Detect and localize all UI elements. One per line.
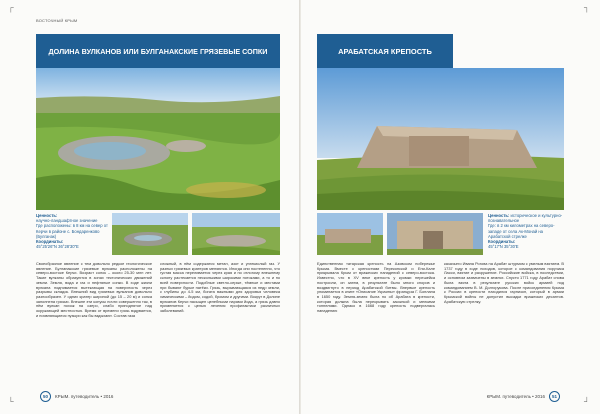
left-value-label: Ценность:: [36, 213, 58, 218]
left-text-column-1: Своеобразное явление с тем довольно редкое геологическое явление. Булганакские грязевые вулканы расположены на северо-востоке Керчи. Возраст сопок – около 25-30 млн лет. Такие вулканы образуются в зонах тектонических движений земли. Земля, вода и газ и нефтяные сопки. В ходе жизни вулкана поднимается вытекающая на поверхность через разрывы складок. Внешний вид грязевых вулканов довольно разнообразен. У одних кратер шириной (до 15 – 20 м) и сопка заполнена грязью. Внешне эти конусы почти совершенно так, в нём вулкан похож на озеро, слабо приподнятое над окружающей местностью. Время от времени грязь вздувается, и появляющиеся пузыри как бы вздыхают. Состав газа: [36, 261, 152, 318]
fortress-main-photo: [317, 68, 564, 210]
right-value-text: историческое и культурно-познавательное: [488, 213, 563, 224]
left-value-text: научно-ландшафтное значение: [36, 218, 98, 224]
right-footer: [487, 391, 564, 402]
left-page-number: 50: [40, 391, 51, 402]
right-page-number: 51: [549, 391, 560, 402]
left-page-title: ДОЛИНА ВУЛКАНОВ ИЛИ БУЛГАНАКСКИЕ ГРЯЗЕВЫЕ СОПКИ: [36, 34, 280, 68]
right-coords-label: Координаты:: [488, 239, 516, 245]
right-footer-text: КРЫМ. путеводитель • 2016: [486, 394, 545, 399]
left-caption: [36, 213, 108, 249]
crop-mark-icon: ┘: [584, 397, 590, 406]
fortress-small-photo-2: [387, 213, 483, 255]
mud-volcano-small-photo-2: [192, 213, 280, 255]
right-text-column-1: Единственная татарская крепость на Азовском побережье Крыма. Вместе с крепостями Перекопской и Ени-Кале прикрывала Крым от вражеских нападений с северо-востока. Известно, что в XV веке крепость у кромки перешейка построили, он затем, в результате было много споров и воздвигнуто в период Арабатской битвы. Впервые крепость упоминается в книге «Описание Украины» француза Г. Боплана в 1650 году. Земля-земля была по об Арабата в крепости, которая должна была перекрывать засыпкой и мелкими тоннелями. Однако в 1668 году крепость подвергалась нападению: [317, 261, 435, 314]
fortress-main-image: [317, 68, 564, 210]
crop-mark-icon: └: [8, 397, 14, 406]
mud-volcano-small-photo-1: [112, 213, 188, 255]
right-location-text: Где: в 2 км километрах на северо-западе от села Ак-Монай на Арабатской стрелке: [488, 223, 555, 239]
section-label: ВОСТОЧНЫЙ КРЫМ: [36, 18, 78, 23]
left-location-text: Где расположены: в 8 км на север от Керчи в районе с. Бондаренково (Булганак): [36, 223, 108, 239]
left-coords-label: Координаты:: [36, 239, 64, 245]
right-text-column-2: казачьего Ивана Рогова на Арабат штурмом с умелым взятием. В 1737 году в ходе походов, которое с командования поручика Ласси, взятие и разрушение. Российские войска, в последствии, и основном захвачены в землях. Спустя 1771 году Арабат снова была взята в результате русских войск армией под командованием В. М. Долгорукова. После присоединения Крыма к России в крепости находился гарнизон, который в армии Крымской войны не допустил высадки вражеских десантов. Арабатскую стрелку.: [444, 261, 564, 304]
fortress-small-image-2: [387, 213, 483, 255]
page-gutter: [299, 0, 301, 414]
crop-mark-icon: ┌: [8, 3, 14, 12]
fortress-small-photo-1: [317, 213, 383, 255]
right-coords-text: 45°17'N 35°30'E: [488, 244, 519, 250]
crop-mark-icon: ┐: [584, 3, 590, 12]
left-coords-text: 45°25'26"N 36°28'30"E: [36, 244, 79, 250]
right-page-title: АРАБАТСКАЯ КРЕПОСТЬ: [317, 34, 453, 68]
mud-volcano-main-image: [36, 68, 280, 210]
left-text-column-2: сложный, в нём содержатся метан, азот и углекислый газ. У разных грязевых кратеров меняются. Иногда они постепенно, что густая масса переливается через края и по отлогому внешнему склону растекается несколькими широкими потоками, а то и по всей поверхности. Подобные светло-серые, тёмные и местами при бывают бурые натёки. Грязь, вырывающаяся из недр земли, с глубины до 4-5 км, богата важными для здоровья человека химическими – йодом, содой, бромом и другими. Вокруг в Долине вулканов Керчи насыщен целебными парами йода, а грязь давно применяется с целью лечения профилактики различных заболеваний.: [160, 261, 280, 314]
fortress-small-image-1: [317, 213, 383, 255]
mud-volcano-main-photo: [36, 68, 280, 210]
right-value-label: Ценность:: [488, 213, 510, 218]
left-footer: [36, 391, 113, 402]
mud-volcano-small-image-1: [112, 213, 188, 255]
right-page: [300, 0, 600, 414]
right-caption: [488, 213, 564, 249]
mud-volcano-small-image-2: [192, 213, 280, 255]
left-footer-text: КРЫМ. путеводитель • 2016: [55, 394, 114, 399]
